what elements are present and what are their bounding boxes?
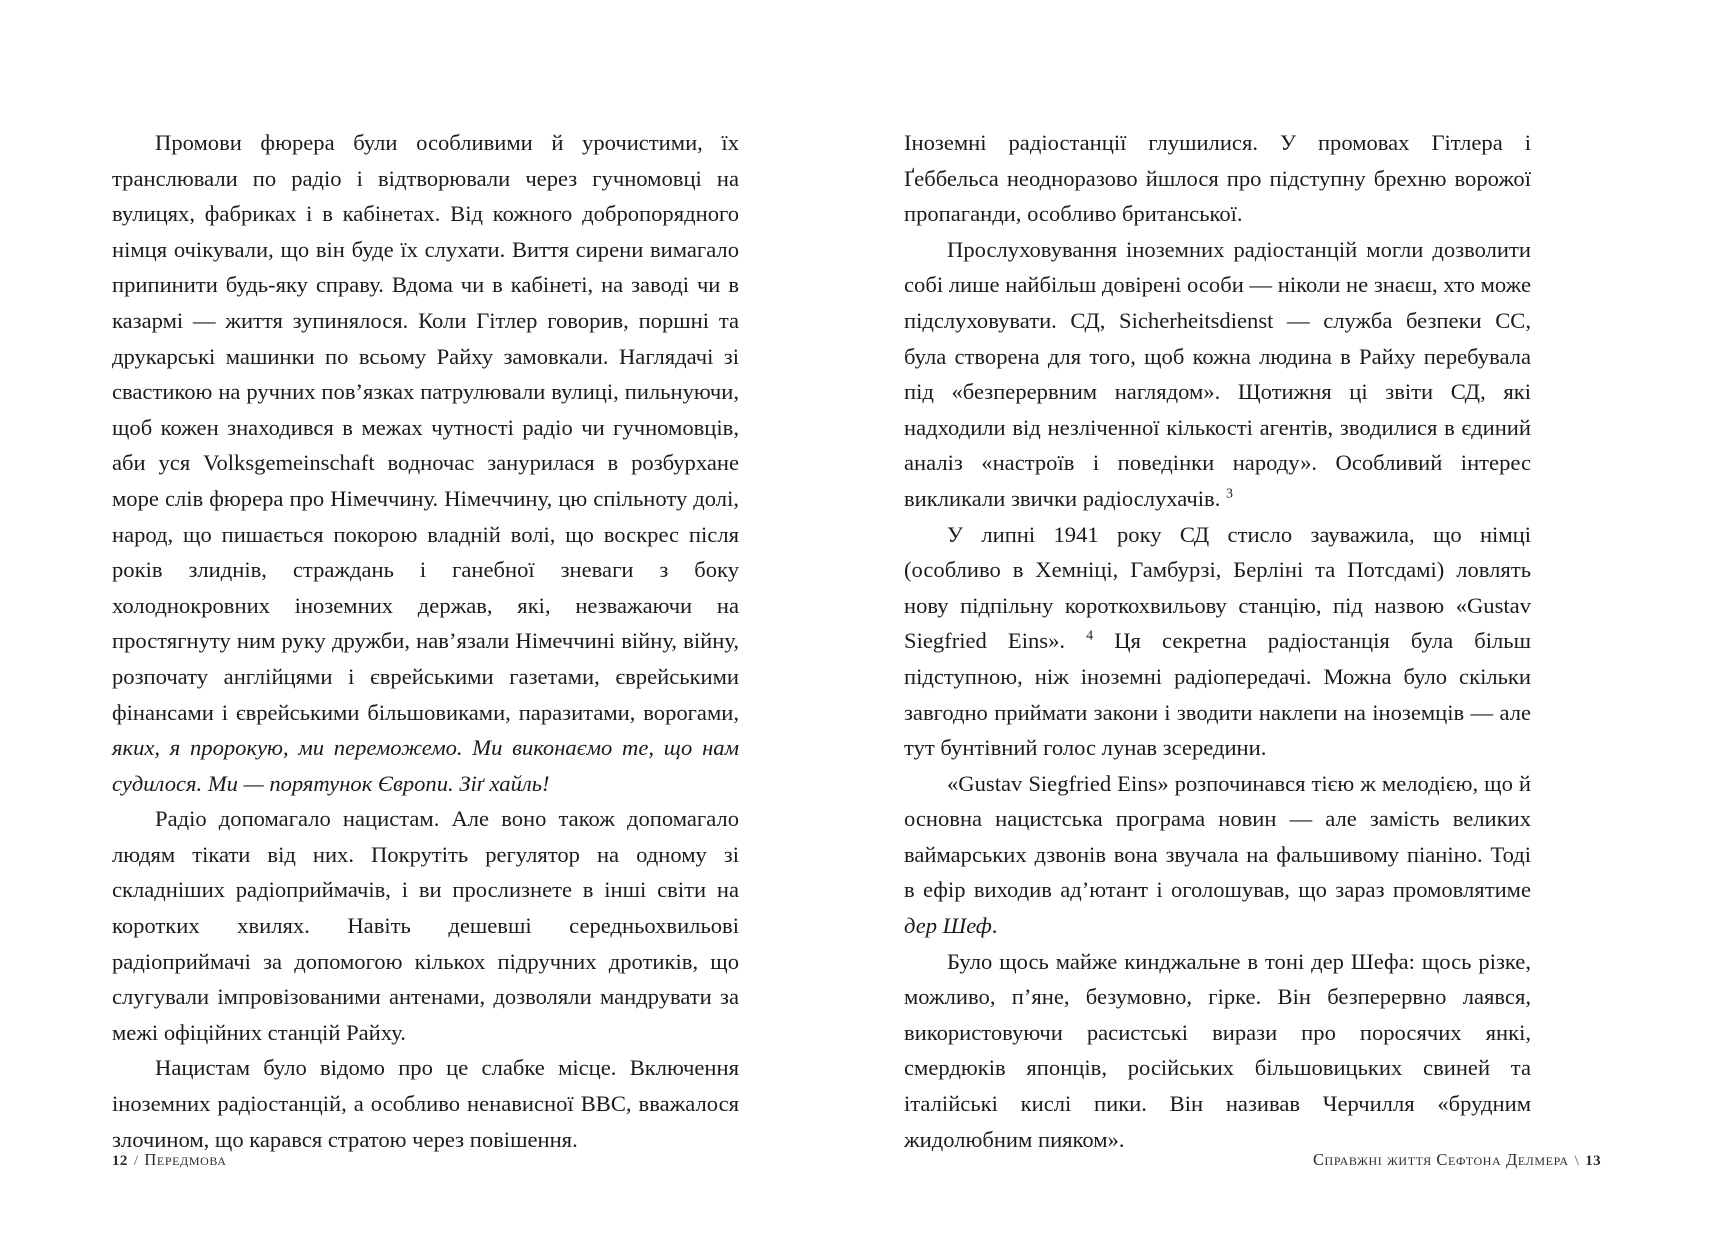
paragraph-text: Промови фюрера були особливими й урочистими, їх транслювали по радіо і відтворювали через гучномовці на вулицях, фабриках і в кабінетах. Від кожного добропорядного німця очікували, що він буде їх слухати. Виття сирени вимагало припинити будь-яку справу. Вдома чи в кабінеті, на заводі чи в казармі — життя зупинялося. Коли Гітлер говорив, поршні та друкарські машинки по всьому Райху замовкали. Наглядачі зі свастикою на ручних пов’язках патрулювали вулиці, пильнуючи, щоб кожен знаходився в межах чутності радіо чи гучномовців, аби уся Volksgemeinschaft водночас занурилася в розбурхане море слів фюрера про Німеччину. Німеччину, цю спільноту долі, народ, що пишається покорою владній волі, що воскрес після років злиднів, страждань і ганебної зневаги з боку холоднокровних іноземних держав, які, незважаючи на простягнуту ним руку дружби, нав’язали Німеччині війну, війну, розпочату англійцями і єврейськими газетами, єврейськими фінансами і єврейськими більшовиками, паразитами, ворогами, <box>112 130 739 725</box>
footnote-marker: 4 <box>1086 628 1094 644</box>
paragraph-text: Прослуховування іноземних радіостанцій могли дозволити собі лише найбільш довірені особи — ніколи не знаєш, хто може підслуховувати. СД, Sicherheitsdienst — служба безпеки СС, була створена для того, щоб кожна людина в Райху перебувала під «безперервним наглядом». Щотижня ці звіти СД, які надходили від незліченної кількості агентів, зводилися в єдиний аналіз «настроїв і поведінки народу». Особливий інтерес викликали звички радіослухачів. <box>904 236 1531 511</box>
footer-separator: / <box>133 1153 139 1169</box>
folio-number: 12 <box>112 1153 128 1169</box>
paragraph-text: «Gustav Siegfried Eins» розпочинався тією ж мелодією, що й основна нацистська програма новин — але замість великих ваймарських дзвонів вона звучала на фальшивому піаніно. Тоді в ефір виходив ад’ютант і оголошував, що зараз промовлятиме <box>904 770 1531 903</box>
left-page <box>0 0 856 1258</box>
paragraph: Іноземні радіостанції глушилися. У промовах Гітлера і Ґеббельса неодноразово йшлося про підступну брехню ворожої пропаганди, особливо британської. <box>904 130 1531 227</box>
running-head: Передмова <box>144 1150 227 1169</box>
right-page-footer <box>1313 1150 1601 1170</box>
italic-run: дер Шеф <box>904 913 992 939</box>
right-page-text-column <box>904 125 1531 1157</box>
folio-number: 13 <box>1585 1153 1601 1169</box>
paragraph: Було щось майже кинджальне в тоні дер Шефа: щось різке, можливо, п’яне, безумовно, гірке. Він безперервно лаявся, використовуючи расистські вирази про поросячих янкі, смердюків японців, російських більшовицьких свиней та італійські кислі пики. Він називав Черчилля «брудним жидолюбним пияком». <box>904 948 1531 1152</box>
left-page-footer <box>112 1150 226 1170</box>
paragraph <box>904 232 1531 517</box>
footnote-marker: 3 <box>1226 486 1234 502</box>
paragraph-text-tail: . <box>991 913 998 939</box>
paragraph: Нацистам було відомо про це слабке місце. Включення іноземних радіостанцій, а особливо ненависної BBC, вважалося злочином, що карався стратою через повішення. <box>112 1055 739 1152</box>
paragraph <box>112 125 739 801</box>
paragraph: Радіо допомагало нацистам. Але воно також допомагало людям тікати від них. Покрутіть регулятор на одному зі складніших радіоприймачів, і ви прослизнете в інші світи на коротких хвилях. Навіть дешевші середньохвильові радіоприймачі за допомогою кількох підручних дротиків, що слугували імпровізованими антенами, дозволяли мандрувати за межі офіційних станцій Райху. <box>112 806 739 1045</box>
left-page-text-column <box>112 125 739 1157</box>
running-head: Справжні життя Сефтона Делмера <box>1312 1150 1569 1169</box>
footer-separator: \ <box>1574 1153 1580 1169</box>
paragraph-text: У липні 1941 року СД стисло зауважила, що німці (особливо в Хемніці, Гамбурзі, Берліні та Потсдамі) ловлять нову підпільну короткохвильову станцію, під назвою «Gustav Siegfried Eins». <box>904 521 1531 654</box>
right-page <box>857 0 1713 1258</box>
italic-run: яких, я пророкую, ми переможемо. Ми виконаємо те, що нам судилося. Ми — порятунок Європи. Зіґ хайль! <box>112 735 739 796</box>
paragraph <box>904 517 1531 766</box>
paragraph-text-tail: Ця секретна радіостанція була більш підступною, ніж іноземні радіопередачі. Можна було скільки завгодно приймати закони і зводити наклепи на іноземців — але тут бунтівний голос лунав зсередини. <box>904 628 1531 761</box>
paragraph <box>904 766 1531 944</box>
